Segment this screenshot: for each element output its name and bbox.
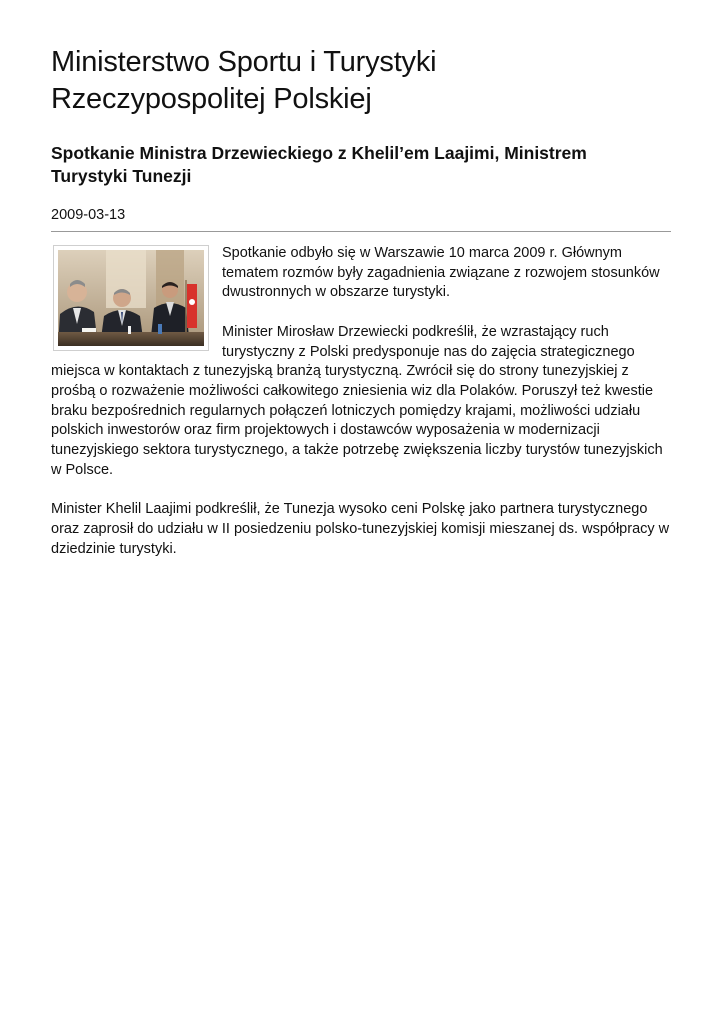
article-paragraph-3: Minister Khelil Laajimi podkreślił, że Tunezja wysoko ceni Polskę jako partnera turystycznego oraz zaprosił do udziału w II posiedzeniu polsko-tunezyjskiej komisji mieszanej ds. współpracy w dziedzinie turystyki. (51, 501, 670, 557)
site-title-line-1: Ministerstwo Sportu i Turystyki (51, 46, 437, 78)
article-title (51, 142, 671, 188)
article-date: 2009-03-13 (51, 207, 126, 223)
site-title-line-2: Rzeczypospolitej Polskiej (51, 83, 372, 115)
article-paragraph-1: Spotkanie odbyło się w Warszawie 10 marca 2009 r. Głównym tematem rozmów były zagadnienia związane z rozwojem stosunków dwustronnych w obszarze turystyki. (222, 245, 660, 301)
article-title-line-2: Turystyki Tunezji (51, 166, 192, 186)
site-title (51, 44, 671, 118)
article-body (51, 244, 671, 559)
article-photo (53, 245, 209, 351)
document-page (51, 44, 671, 579)
meeting-photo-icon (58, 250, 204, 346)
divider (51, 231, 671, 232)
article-title-line-1: Spotkanie Ministra Drzewieckiego z Khelil’em Laajimi, Ministrem (51, 143, 587, 163)
article-paragraph-2: Minister Mirosław Drzewiecki podkreślił, że wzrastający ruch turystyczny z Polski predysponuje nas do zajęcia strategicznego miejsca w kontaktach z tunezyjską branżą turystyczną. Zwrócił się do strony tunezyjskiej z prośbą o rozważenie możliwości całkowitego zniesienia wiz dla Polaków. Poruszył też kwestie braku bezpośrednich regularnych połączeń lotniczych pomiędzy krajami, możliwości udziału polskich inwestorów oraz firm projektowych i dostawców wyposażenia w modernizacji tunezyjskiego sektora turystycznego, a także potrzebę zwiększenia liczby turystów tunezyjskich w Polsce. (51, 323, 663, 478)
